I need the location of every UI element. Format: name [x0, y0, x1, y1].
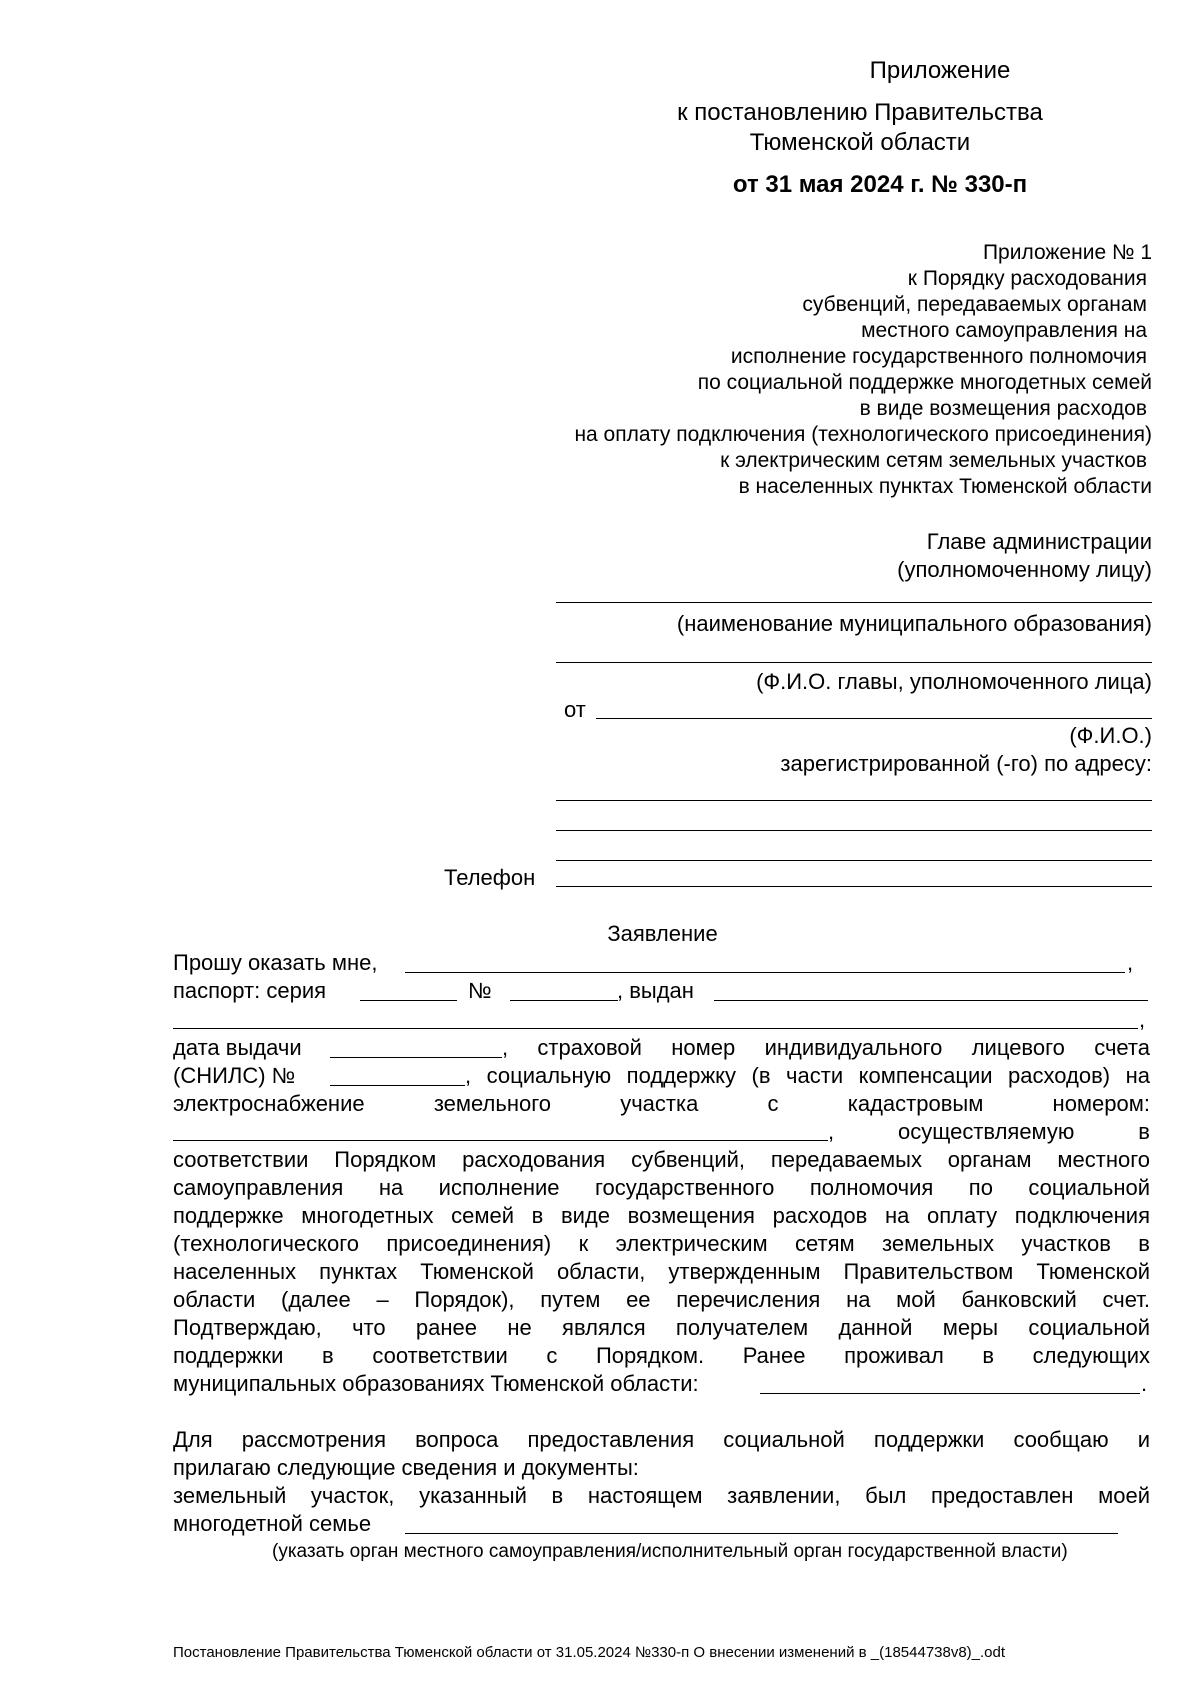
sub-appendix-line: к электрическим сетям земельных участков — [720, 449, 1147, 472]
issued-by-label: , выдан — [617, 978, 694, 1003]
body-line: области (далее – Порядок), путем ее перечисления на мой банковский счет. — [173, 1287, 1150, 1312]
authority-field-line — [405, 1533, 1118, 1534]
passport-number-sign: № — [468, 978, 492, 1003]
address-field-line — [556, 800, 1152, 801]
sub-appendix-line: на оплату подключения (технологического присоединения) — [574, 423, 1152, 446]
land-provided-line-2: многодетной семье — [173, 1511, 372, 1536]
registered-address-label: зарегистрированной (-го) по адресу: — [780, 751, 1152, 776]
authority-caption: (указать орган местного самоуправления/исполнительный орган государственной власти) — [272, 1541, 1068, 1562]
sub-appendix-line: местного самоуправления на — [861, 319, 1147, 342]
body-line: Подтверждаю, что ранее не являлся получателем данной меры социальной — [173, 1315, 1150, 1340]
performed-text: , осуществляемую в — [828, 1119, 1150, 1144]
passport-series-label: паспорт: серия — [173, 978, 327, 1003]
sub-appendix-line: к Порядку расходования — [907, 267, 1147, 290]
land-text: электроснабжение земельного участка с кадастровым номером: — [173, 1091, 1150, 1116]
prev-municipalities-label: муниципальных образованиях Тюменской области: — [173, 1371, 699, 1396]
decree-reference-line2: Тюменской области — [749, 129, 971, 156]
snils-text: , страховой номер индивидуального лицевого счета — [502, 1035, 1150, 1060]
sub-appendix-line: исполнение государственного полномочия — [730, 345, 1147, 368]
snils-number-line — [330, 1085, 465, 1086]
fio-caption: (Ф.И.О.) — [1069, 723, 1152, 748]
passport-number-line — [510, 1000, 618, 1001]
head-name-field-line — [556, 662, 1152, 663]
ask-label: Прошу оказать мне, — [173, 950, 378, 975]
issued-by-line — [714, 1000, 1148, 1001]
body-line: населенных пунктах Тюменской области, утвержденным Правительством Тюменской — [173, 1259, 1150, 1284]
snils-label: (СНИЛС) № — [173, 1063, 296, 1088]
decree-date: от 31 мая 2024 г. № 330-п — [732, 171, 1028, 198]
appendix-title: Приложение — [869, 57, 1011, 84]
docs-line-1: Для рассмотрения вопроса предоставления социальной поддержки сообщаю и — [173, 1427, 1150, 1452]
sub-appendix-line: в населенных пунктах Тюменской области — [738, 475, 1152, 498]
issue-date-label: дата выдачи — [173, 1035, 302, 1060]
support-text: , социальную поддержку (в части компенсации расходов) на — [465, 1063, 1150, 1088]
municipality-caption: (наименование муниципального образования) — [676, 611, 1152, 636]
issue-date-line — [330, 1057, 502, 1058]
head-name-caption: (Ф.И.О. главы, уполномоченного лица) — [756, 669, 1152, 694]
footer-file-info: Постановление Правительства Тюменской области от 31.05.2024 №330-п О внесении изменений в _(18544738v8)_.odt — [173, 1644, 1006, 1661]
decree-reference-line1: к постановлению Правительства — [677, 99, 1043, 126]
applicant-full-name-line — [405, 972, 1125, 973]
land-provided-line-1: земельный участок, указанный в настоящем заявлении, был предоставлен моей — [173, 1483, 1150, 1508]
applicant-name-field-line — [596, 718, 1152, 719]
sub-appendix-line: Приложение № 1 — [982, 241, 1152, 264]
application-title: Заявление — [607, 921, 718, 946]
issued-by-line-continued — [173, 1028, 1138, 1029]
address-field-line — [556, 860, 1152, 861]
cadastral-number-line — [173, 1140, 828, 1141]
sub-appendix-line: по социальной поддержке многодетных семей — [697, 371, 1152, 394]
body-line: поддержке многодетных семей в виде возмещения расходов на оплату подключения — [173, 1203, 1150, 1228]
phone-label: Телефон — [444, 865, 536, 890]
docs-line-2: прилагаю следующие сведения и документы: — [173, 1455, 639, 1480]
address-field-line — [556, 830, 1152, 831]
prev-municipalities-line — [760, 1393, 1140, 1394]
body-line: соответствии Порядком расходования субвенций, передаваемых органам местного — [173, 1147, 1150, 1172]
sub-appendix-line: субвенций, передаваемых органам — [802, 293, 1147, 316]
sub-appendix-line: в виде возмещения расходов — [859, 397, 1147, 420]
phone-field-line — [556, 886, 1152, 887]
addressee-head: Главе администрации — [926, 529, 1152, 554]
body-line: (технологического присоединения) к электрическим сетям земельных участков в — [173, 1231, 1150, 1256]
body-line: самоуправления на исполнение государственного полномочия по социальной — [173, 1175, 1150, 1200]
municipality-field-line — [556, 602, 1152, 603]
body-line: поддержки в соответствии с Порядком. Ранее проживал в следующих — [173, 1343, 1150, 1368]
addressee-authorized: (уполномоченному лицу) — [897, 557, 1152, 582]
from-label: от — [564, 697, 586, 722]
passport-series-line — [360, 1000, 457, 1001]
